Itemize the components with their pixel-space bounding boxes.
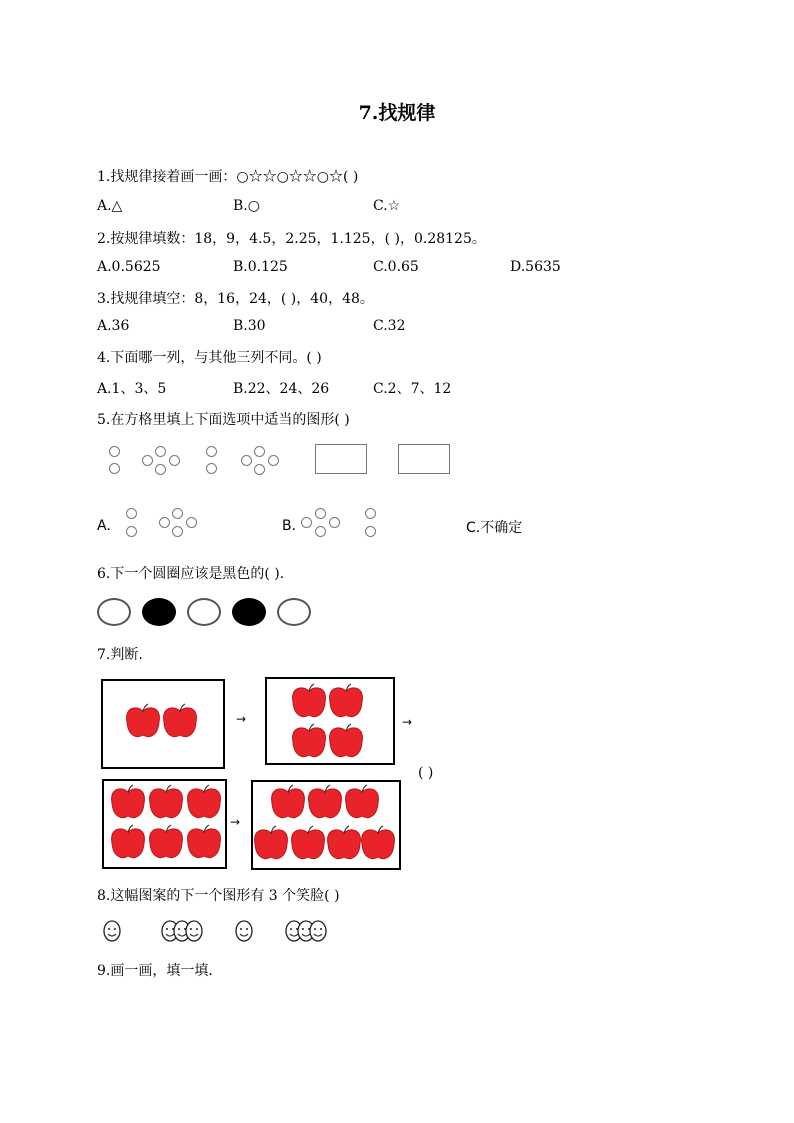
q4-option-a[interactable]: A.1、3、5 — [97, 381, 167, 397]
black-circle-icon — [232, 598, 266, 626]
smiley-face-icon — [286, 921, 302, 941]
q7-answer-blank[interactable]: ( ) — [418, 765, 434, 781]
circle-icon — [254, 446, 265, 457]
answer-box[interactable] — [315, 444, 367, 474]
q5-option-b[interactable]: B. — [282, 518, 297, 534]
white-circle-icon — [187, 598, 221, 626]
question-9: 9.画一画，填一填. — [97, 963, 213, 979]
circle-icon — [109, 446, 120, 457]
q2-option-c[interactable]: C.0.65 — [373, 259, 419, 275]
page-title: 7.找规律 — [358, 102, 436, 124]
smiley-face-icon — [236, 921, 252, 941]
circle-icon — [268, 455, 279, 466]
question-3: 3.找规律填空：8，16，24，( )，40，48。 — [97, 291, 374, 307]
circle-icon — [315, 508, 326, 519]
circle-icon — [206, 463, 217, 474]
q1-option-a[interactable]: A.△ — [97, 198, 123, 214]
q4-option-b[interactable]: B.22、24、26 — [233, 381, 330, 397]
apple-box-4 — [251, 780, 401, 870]
q2-option-b[interactable]: B.0.125 — [233, 259, 288, 275]
circle-icon — [329, 517, 340, 528]
q1-option-b[interactable]: B.○ — [233, 198, 260, 214]
white-circle-icon — [277, 598, 311, 626]
smiley-face-icon — [310, 921, 326, 941]
question-5: 5.在方格里填上下面选项中适当的图形( ) — [97, 412, 350, 428]
question-1: 1.找规律接着画一画：○☆☆○☆☆○☆( ) — [97, 169, 359, 185]
black-circle-icon — [142, 598, 176, 626]
question-7: 7.判断. — [97, 647, 143, 663]
apple-box-1 — [101, 679, 225, 769]
smiley-face-icon — [162, 921, 178, 941]
circle-icon — [169, 455, 180, 466]
arrow-icon: → — [402, 715, 413, 729]
circle-icon — [155, 446, 166, 457]
smiley-face-icon — [298, 921, 314, 941]
circle-icon — [241, 455, 252, 466]
apple-box-2 — [265, 677, 395, 765]
smiley-face-icon — [174, 921, 190, 941]
circle-icon — [109, 463, 120, 474]
circle-icon — [126, 526, 137, 537]
q5-option-a[interactable]: A. — [97, 518, 111, 534]
circle-icon — [172, 526, 183, 537]
question-2: 2.按规律填数：18，9，4.5，2.25，1.125，( )，0.28125。 — [97, 231, 486, 247]
q2-option-d[interactable]: D.5635 — [510, 259, 561, 275]
q3-option-b[interactable]: B.30 — [233, 318, 266, 334]
q4-option-c[interactable]: C.2、7、12 — [373, 381, 452, 397]
smiley-face-icon — [104, 921, 120, 941]
circle-icon — [142, 455, 153, 466]
circle-icon — [365, 508, 376, 519]
apple-box-3 — [102, 779, 227, 869]
q3-option-c[interactable]: C.32 — [373, 318, 406, 334]
circle-icon — [315, 526, 326, 537]
question-8: 8.这幅图案的下一个图形有 3 个笑脸( ) — [97, 888, 340, 904]
q2-option-a[interactable]: A.0.5625 — [97, 259, 161, 275]
circle-icon — [172, 508, 183, 519]
circle-icon — [365, 526, 376, 537]
white-circle-icon — [97, 598, 131, 626]
arrow-icon: → — [236, 712, 247, 726]
circle-icon — [159, 517, 170, 528]
question-6: 6.下一个圆圈应该是黑色的( ). — [97, 566, 285, 582]
circle-icon — [186, 517, 197, 528]
circle-icon — [206, 446, 217, 457]
circle-icon — [254, 464, 265, 475]
arrow-icon: → — [230, 815, 241, 829]
q3-option-a[interactable]: A.36 — [97, 318, 130, 334]
circle-icon — [126, 508, 137, 519]
circle-icon — [301, 517, 312, 528]
answer-box[interactable] — [398, 444, 450, 474]
q5-option-c[interactable]: C.不确定 — [466, 520, 523, 536]
smiley-face-icon — [186, 921, 202, 941]
question-4: 4.下面哪一列，与其他三列不同。( ) — [97, 350, 322, 366]
circle-icon — [155, 464, 166, 475]
q1-option-c[interactable]: C.☆ — [373, 198, 401, 214]
